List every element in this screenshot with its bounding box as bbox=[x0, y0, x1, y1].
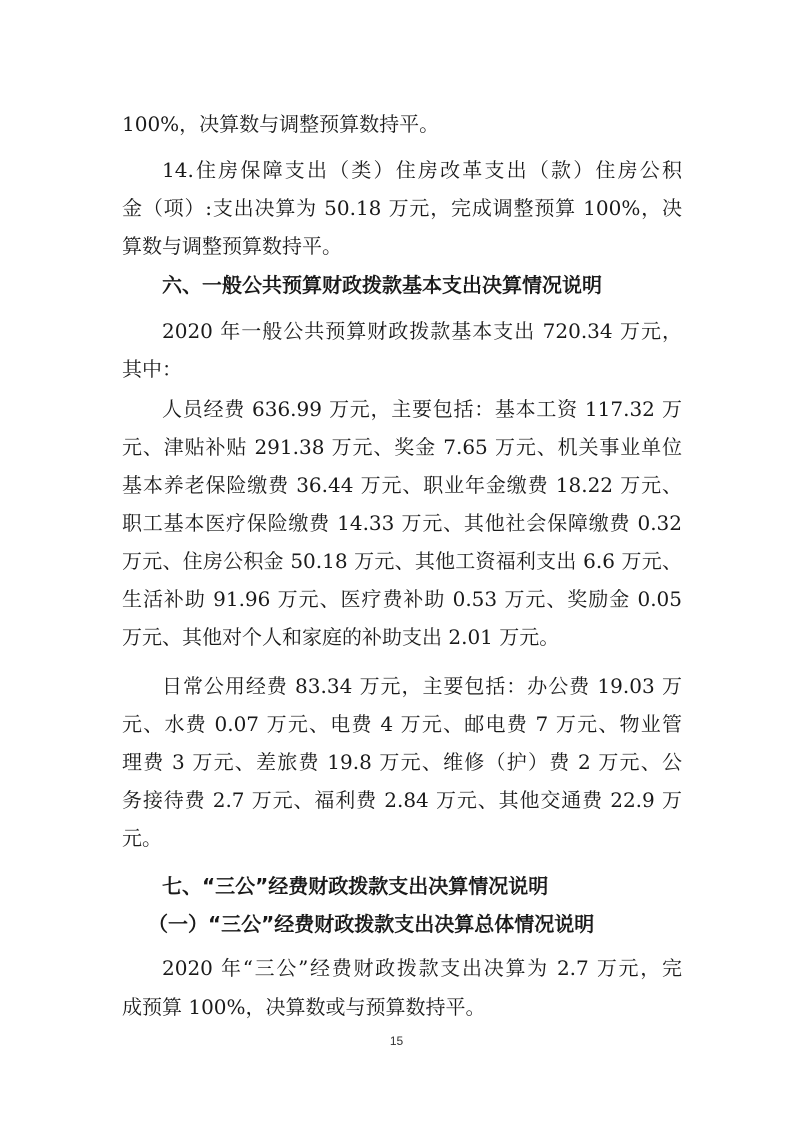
paragraph-line: 日常公用经费 83.34 万元，主要包括：办公费 19.03 万 bbox=[162, 674, 682, 698]
paragraph-line: 万元、其他对个人和家庭的补助支出 2.01 万元。 bbox=[122, 625, 560, 649]
page-number: 15 bbox=[389, 1034, 404, 1048]
paragraph-line: 金（项）:支出决算为 50.18 万元，完成调整预算 100%，决 bbox=[122, 196, 682, 220]
section-heading: 七、“三公”经费财政拨款支出决算情况说明 bbox=[162, 874, 549, 898]
paragraph-line: 基本养老保险缴费 36.44 万元、职业年金缴费 18.22 万元、 bbox=[122, 473, 682, 497]
paragraph-line: 2020 年“三公”经费财政拨款支出决算为 2.7 万元，完 bbox=[162, 956, 682, 980]
paragraph-line: 14.住房保障支出（类）住房改革支出（款）住房公积 bbox=[162, 158, 682, 182]
paragraph-line: 元、津贴补贴 291.38 万元、奖金 7.65 万元、机关事业单位 bbox=[122, 435, 682, 459]
subsection-heading: （一）“三公”经费财政拨款支出决算总体情况说明 bbox=[148, 912, 595, 936]
paragraph-line: 其中： bbox=[122, 357, 182, 381]
paragraph-line: 2020 年一般公共预算财政拨款基本支出 720.34 万元， bbox=[162, 319, 682, 343]
paragraph-line: 成预算 100%，决算数或与预算数持平。 bbox=[122, 995, 486, 1019]
paragraph-line: 元、水费 0.07 万元、电费 4 万元、邮电费 7 万元、物业管 bbox=[122, 712, 682, 736]
paragraph-line: 人员经费 636.99 万元，主要包括：基本工资 117.32 万 bbox=[162, 397, 682, 421]
paragraph-line: 万元、住房公积金 50.18 万元、其他工资福利支出 6.6 万元、 bbox=[122, 549, 682, 573]
paragraph-line: 职工基本医疗保险缴费 14.33 万元、其他社会保障缴费 0.32 bbox=[122, 511, 682, 535]
paragraph-line: 算数与调整预算数持平。 bbox=[122, 234, 342, 258]
paragraph-line: 务接待费 2.7 万元、福利费 2.84 万元、其他交通费 22.9 万 bbox=[122, 788, 682, 812]
paragraph-line: 理费 3 万元、差旅费 19.8 万元、维修（护）费 2 万元、公 bbox=[122, 750, 682, 774]
paragraph-line: 生活补助 91.96 万元、医疗费补助 0.53 万元、奖励金 0.05 bbox=[122, 587, 682, 611]
section-heading: 六、一般公共预算财政拨款基本支出决算情况说明 bbox=[162, 273, 602, 297]
paragraph-line: 100%，决算数与调整预算数持平。 bbox=[122, 112, 440, 136]
paragraph-line: 元。 bbox=[122, 826, 162, 850]
